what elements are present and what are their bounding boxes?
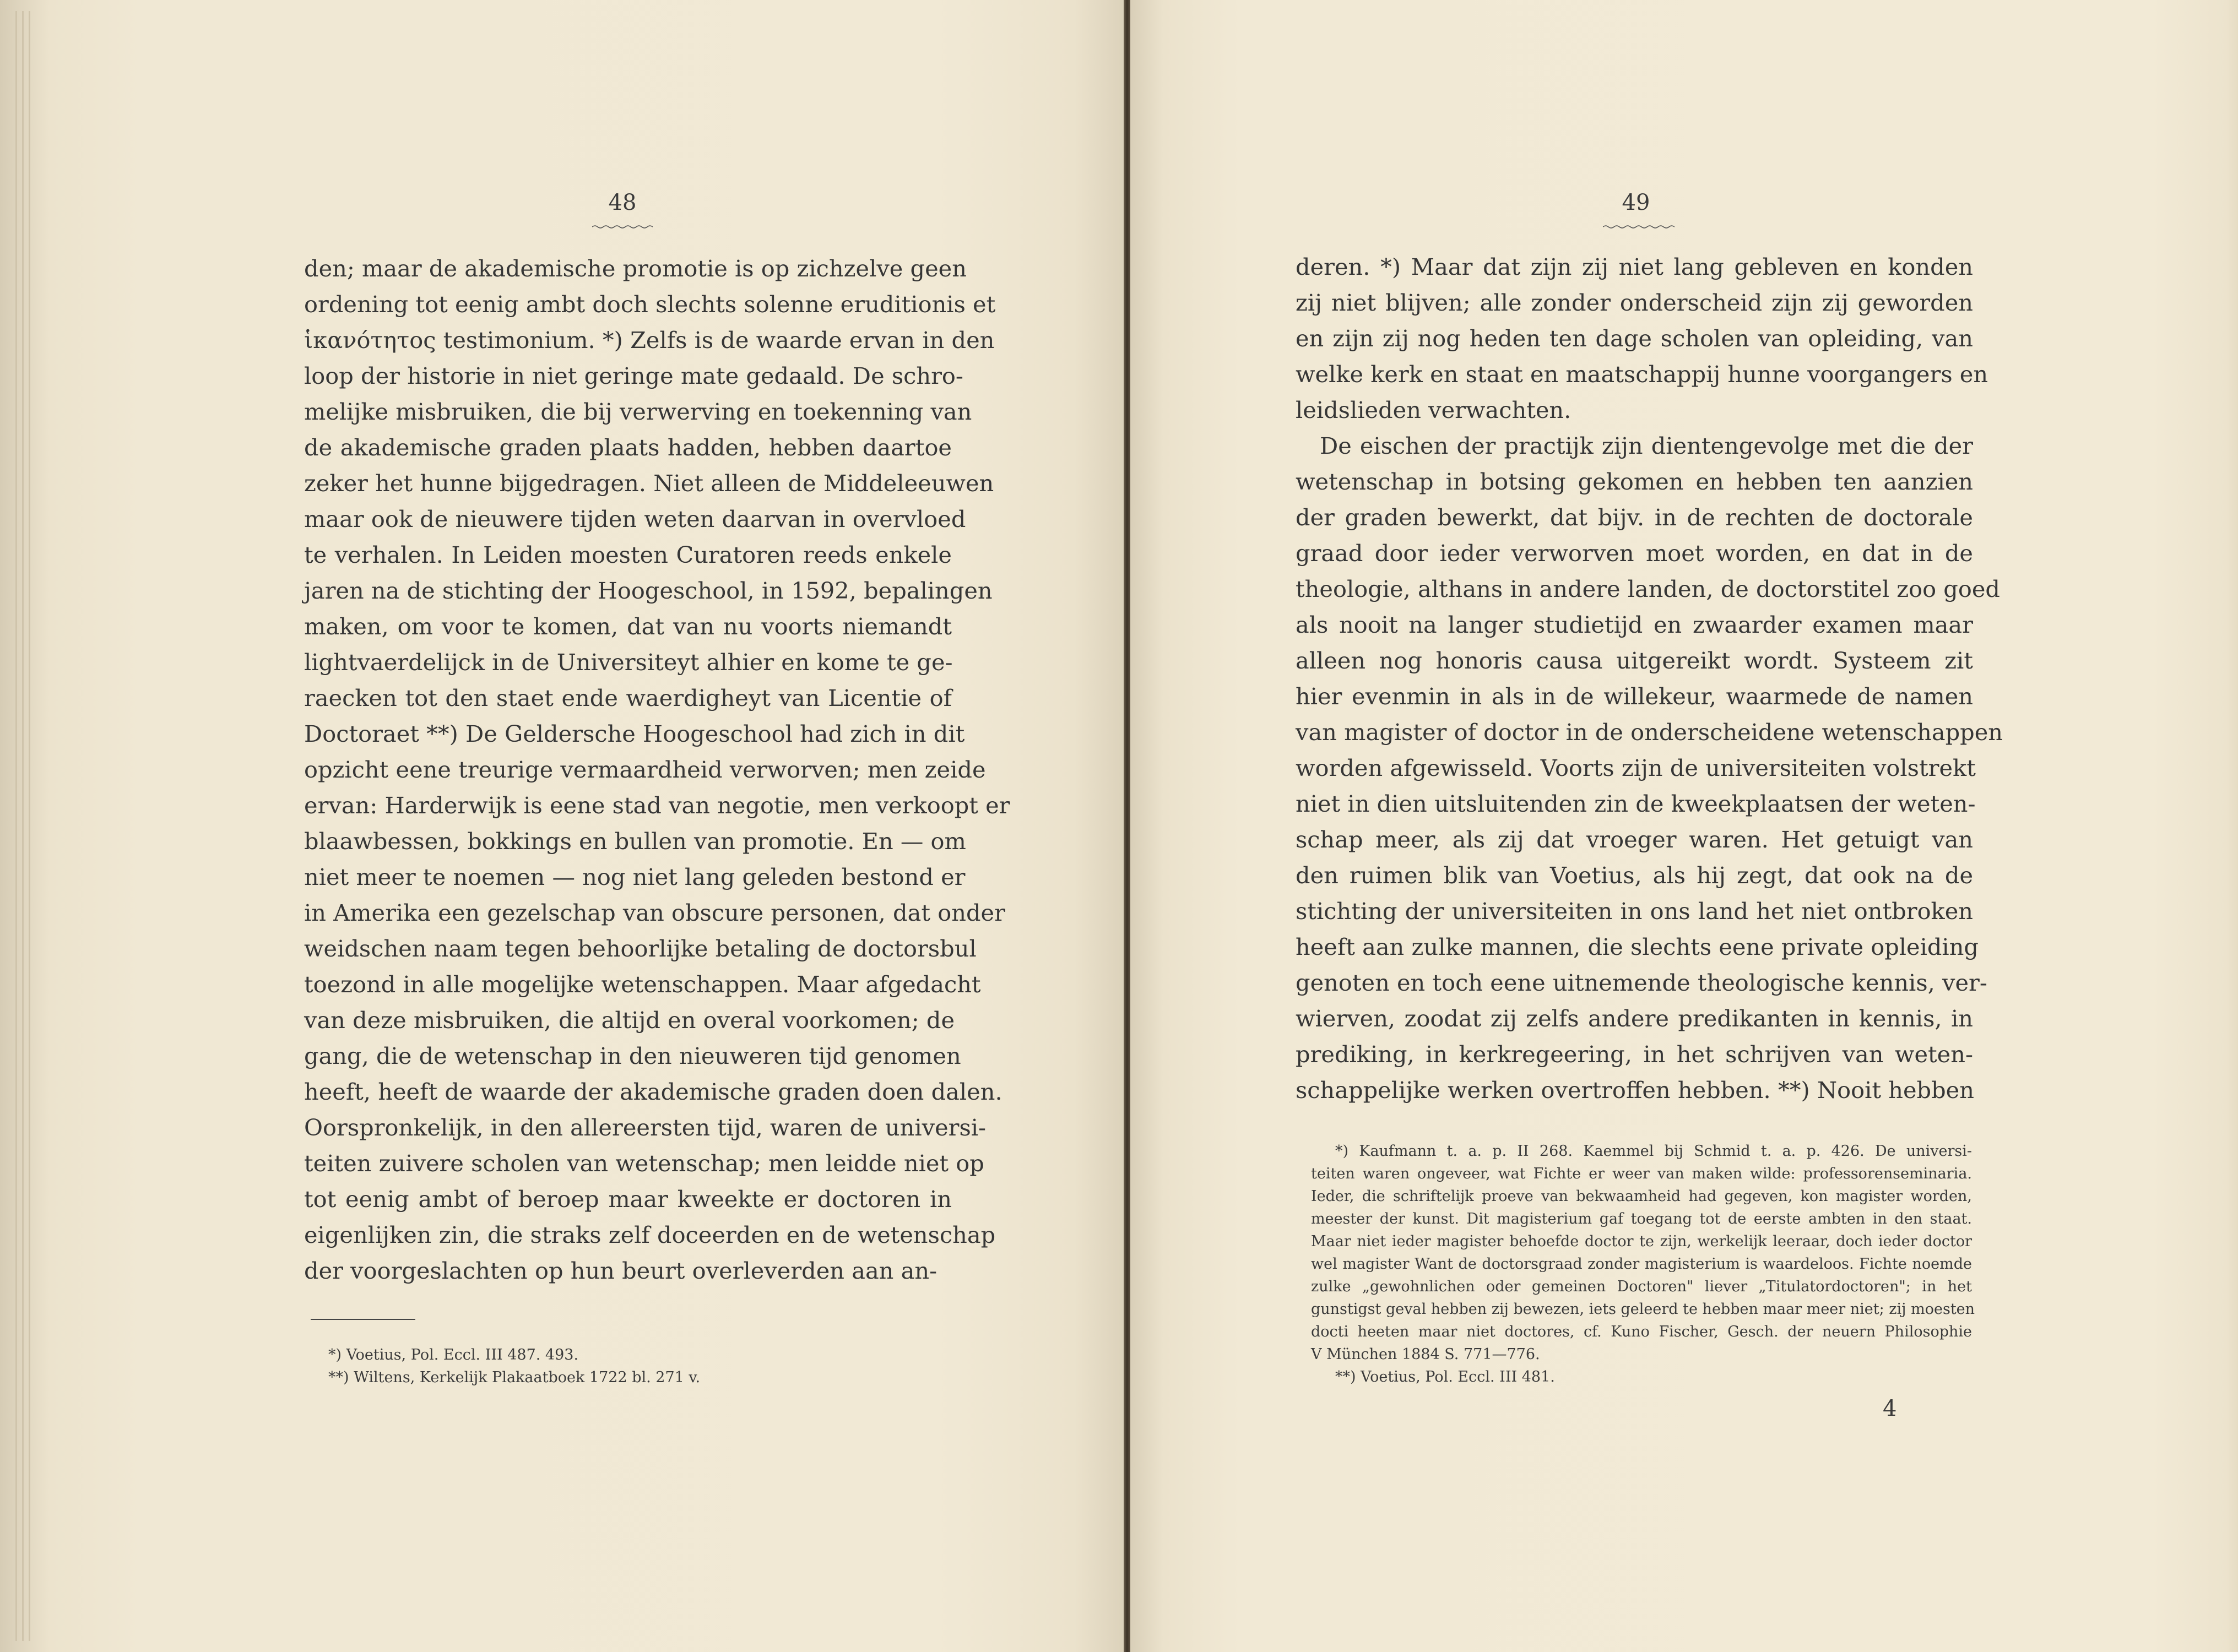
text-line: raecken tot den staet ende waerdigheyt van Licentie of xyxy=(304,684,952,711)
text-line: De eischen der practijk zijn dientengevolge met die der xyxy=(1320,432,1973,459)
text-line: zeker het hunne bijgedragen. Niet alleen de Middeleeuwen xyxy=(304,470,994,497)
text-line: Doctoraet **) De Geldersche Hoogeschool had zich in dit xyxy=(304,720,965,747)
text-line: deren. *) Maar dat zijn zij niet lang gebleven en konden xyxy=(1296,253,1973,280)
footnotes-right xyxy=(1311,1140,1975,1388)
text-line: heeft, heeft de waarde der akademische graden doen dalen. xyxy=(304,1078,1003,1105)
text-line: den; maar de akademische promotie is op zichzelve geen xyxy=(304,255,967,282)
text-line: meester der kunst. Dit magisterium gaf toegang tot de eerste ambten in den staat. xyxy=(1311,1210,1972,1227)
book-gutter xyxy=(1124,0,1130,1652)
text-line: niet in dien uitsluitenden zin de kweekplaatsen der weten- xyxy=(1296,790,1976,817)
text-line: **) Voetius, Pol. Eccl. III 481. xyxy=(1335,1368,1555,1385)
page-edge xyxy=(15,11,17,1641)
text-line: wierven, zoodat zij zelfs andere predikanten in kennis, in xyxy=(1296,1005,1973,1032)
text-line: als nooit na langer studietijd en zwaarder examen maar xyxy=(1296,611,1973,638)
text-line: wel magister Want de doctorsgraad zonder magisterium is waardeloos. Fichte noemde xyxy=(1311,1256,1972,1273)
text-line: **) Wiltens, Kerkelijk Plakaatboek 1722 bl. 271 v. xyxy=(328,1369,701,1386)
text-line: teiten waren ongeveer, wat Fichte er weer van maken wilde: professorenseminaria. xyxy=(1311,1165,1972,1182)
text-line: genoten en toch eene uitnemende theologische kennis, ver- xyxy=(1296,969,1987,996)
right-page xyxy=(1130,0,2238,1652)
text-line: *) Voetius, Pol. Eccl. III 487. 493. xyxy=(328,1346,579,1363)
text-line: der voorgeslachten op hun beurt overleverden aan an- xyxy=(304,1257,938,1284)
text-line: ervan: Harderwijk is eene stad van negotie, men verkoopt er xyxy=(304,792,1010,819)
text-line: Ieder, die schriftelijk proeve van bekwaamheid had gegeven, kon magister worden, xyxy=(1311,1188,1972,1205)
text-line: graad door ieder verworven moet worden, en dat in de xyxy=(1296,540,1973,567)
text-line: gang, die de wetenschap in den nieuweren tijd genomen xyxy=(304,1042,961,1069)
text-line: toezond in alle mogelijke wetenschappen. Maar afgedacht xyxy=(304,971,981,998)
text-line: heeft aan zulke mannen, die slechts eene private opleiding xyxy=(1296,933,1979,960)
text-line: stichting der universiteiten in ons land het niet ontbroken xyxy=(1296,898,1973,925)
text-line: *) Kaufmann t. a. p. II 268. Kaemmel bij Schmid t. a. p. 426. De universi- xyxy=(1335,1143,1972,1160)
text-line: Oorspronkelijk, in den allereersten tijd, waren de universi- xyxy=(304,1114,987,1141)
page-edge xyxy=(29,11,30,1641)
page-edge xyxy=(22,11,24,1641)
text-line: der graden bewerkt, dat bijv. in de rechten de doctorale xyxy=(1296,504,1973,531)
text-line: weidschen naam tegen behoorlijke betaling de doctorsbul xyxy=(304,935,977,962)
text-line: ἱκανότητος testimonium. *) Zelfs is de waarde ervan in den xyxy=(304,327,995,354)
text-line: Maar niet ieder magister behoefde doctor te zijn, werkelijk leeraar, doch ieder doctor xyxy=(1311,1233,1972,1250)
text-line: blaawbessen, bokkings en bullen van promotie. En — om xyxy=(304,828,966,855)
text-line: lightvaerdelijck in de Universiteyt alhier en kome te ge- xyxy=(304,649,953,676)
text-line: in Amerika een gezelschap van obscure personen, dat onder xyxy=(304,899,1005,926)
text-line: maken, om voor te komen, dat van nu voorts niemandt xyxy=(304,613,952,640)
text-line: den ruimen blik van Voetius, als hij zegt, dat ook na de xyxy=(1296,862,1973,889)
text-line: alleen nog honoris causa uitgereikt wordt. Systeem zit xyxy=(1296,647,1973,674)
text-line: niet meer te noemen — nog niet lang geleden bestond er xyxy=(304,863,966,890)
page-number-ornament xyxy=(1603,225,1675,229)
text-line: gunstigst geval hebben zij bewezen, iets geleerd te hebben maar meer niet; zij moesten xyxy=(1311,1301,1975,1318)
text-line: maar ook de nieuwere tijden weten daarvan in overvloed xyxy=(304,506,966,532)
page-number: 49 xyxy=(1622,190,1650,215)
text-line: van magister of doctor in de onderscheidene wetenschappen xyxy=(1296,719,2003,746)
body-text-left xyxy=(304,251,1010,1289)
text-line: de akademische graden plaats hadden, hebben daartoe xyxy=(304,434,952,461)
text-line: en zijn zij nog heden ten dage scholen van opleiding, van xyxy=(1296,325,1973,352)
text-line: ordening tot eenig ambt doch slechts solenne eruditionis et xyxy=(304,291,996,318)
page-number-ornament xyxy=(592,225,653,229)
text-line: prediking, in kerkregeering, in het schrijven van weten- xyxy=(1296,1041,1973,1068)
text-line: te verhalen. In Leiden moesten Curatoren reeds enkele xyxy=(304,541,952,568)
text-line: worden afgewisseld. Voorts zijn de universiteiten volstrekt xyxy=(1296,754,1976,781)
text-line: V München 1884 S. 771—776. xyxy=(1311,1346,1540,1363)
text-line: schap meer, als zij dat vroeger waren. Het getuigt van xyxy=(1296,826,1973,853)
text-line: jaren na de stichting der Hoogeschool, in 1592, bepalingen xyxy=(304,577,993,604)
text-line: schappelijke werken overtroffen hebben. **) Nooit hebben xyxy=(1296,1077,1974,1104)
text-line: van deze misbruiken, die altijd en overal voorkomen; de xyxy=(304,1007,955,1034)
text-line: welke kerk en staat en maatschappij hunne voorgangers en xyxy=(1296,361,1988,388)
page-number: 48 xyxy=(608,190,637,215)
text-line: zulke „gewohnlichen oder gemeinen Doctoren" liever „Titulatordoctoren"; in het xyxy=(1311,1278,1972,1295)
text-line: teiten zuivere scholen van wetenschap; men leidde niet op xyxy=(304,1150,984,1177)
text-line: hier evenmin in als in de willekeur, waarmede de namen xyxy=(1296,683,1973,710)
text-line: tot eenig ambt of beroep maar kweekte er doctoren in xyxy=(304,1186,952,1213)
text-line: loop der historie in niet geringe mate gedaald. De schro- xyxy=(304,362,963,389)
body-text-right xyxy=(1296,249,2003,1108)
signature-mark: 4 xyxy=(1883,1396,1897,1421)
footnote-rule xyxy=(311,1319,415,1320)
text-line: melijke misbruiken, die bij verwerving en toekenning van xyxy=(304,398,972,425)
text-line: theologie, althans in andere landen, de doctorstitel zoo goed xyxy=(1296,575,2000,602)
text-line: opzicht eene treurige vermaardheid verworven; men zeide xyxy=(304,756,986,783)
footnotes-left xyxy=(328,1344,747,1389)
text-line: docti heeten maar niet doctores, cf. Kuno Fischer, Gesch. der neuern Philosophie xyxy=(1311,1323,1972,1340)
text-line: wetenschap in botsing gekomen en hebben ten aanzien xyxy=(1296,468,1973,495)
text-line: eigenlijken zin, die straks zelf doceerden en de wetenschap xyxy=(304,1221,996,1248)
text-line: leidslieden verwachten. xyxy=(1296,396,1572,423)
text-line: zij niet blijven; alle zonder onderscheid zijn zij geworden xyxy=(1296,289,1973,316)
